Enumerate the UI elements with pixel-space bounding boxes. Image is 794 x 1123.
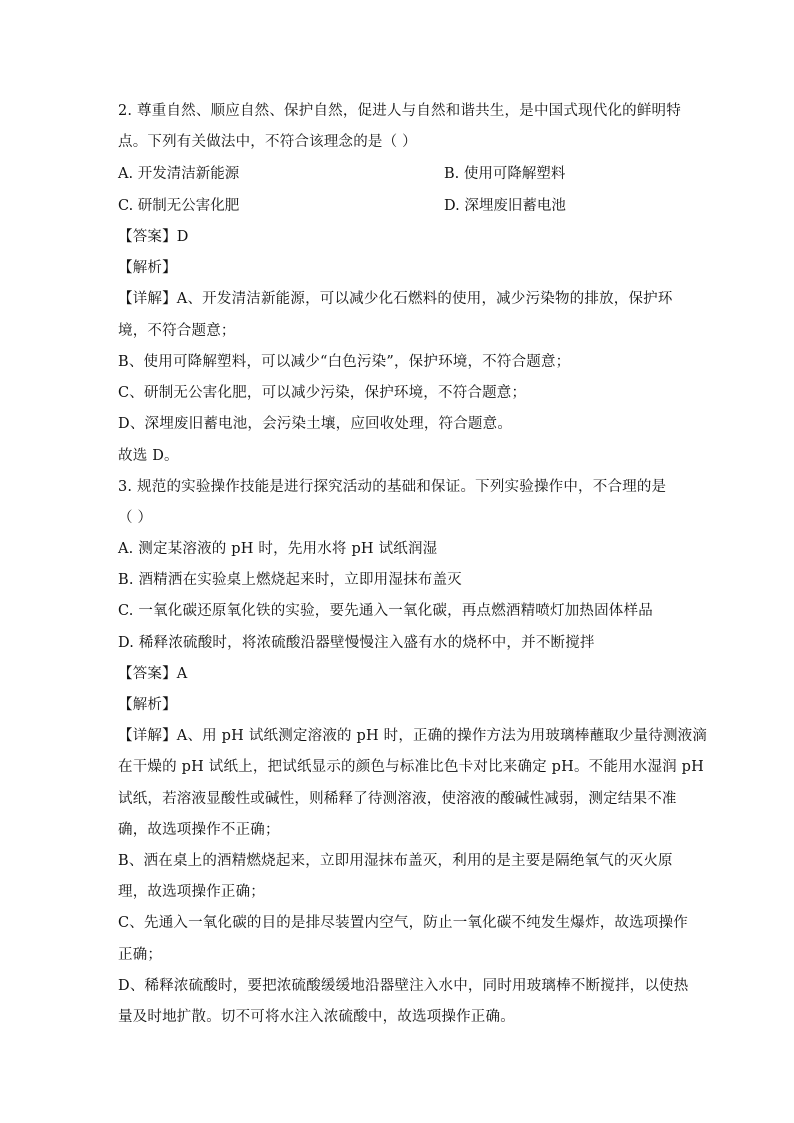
q3-option-d: D. 稀释浓硫酸时，将浓硫酸沿器壁慢慢注入盛有水的烧杯中，并不断搅拌 bbox=[118, 635, 595, 651]
q3-stem-line-2: （ ） bbox=[118, 510, 153, 526]
q3-detail-line-6: 理，故选项操作正确； bbox=[118, 884, 265, 900]
q2-detail-line-4: C、研制无公害化肥，可以减少污染，保护环境，不符合题意； bbox=[118, 385, 527, 401]
q3-analysis-heading: 【解析】 bbox=[118, 697, 177, 713]
q2-detail-line-2: 境，不符合题意； bbox=[118, 323, 236, 339]
q3-detail-line-1: 【详解】A、用 pH 试纸测定溶液的 pH 时，正确的操作方法为用玻璃棒蘸取少量待测液滴 bbox=[118, 728, 708, 744]
q2-option-a: A. 开发清洁新能源 bbox=[118, 166, 240, 182]
q2-stem-line-2: 点。下列有关做法中，不符合该理念的是（ ） bbox=[118, 134, 417, 150]
q2-conclusion: 故选 D。 bbox=[118, 448, 179, 464]
q3-detail-line-5: B、洒在桌上的酒精燃烧起来，立即用湿抹布盖灭，利用的是主要是隔绝氧气的灭火原 bbox=[118, 853, 673, 869]
q2-answer: 【答案】D bbox=[118, 229, 189, 245]
q3-detail-line-8: 正确； bbox=[118, 947, 163, 963]
q3-answer: 【答案】A bbox=[118, 666, 188, 682]
q2-analysis-heading: 【解析】 bbox=[118, 260, 177, 276]
q2-option-d: D. 深埋废旧蓄电池 bbox=[444, 198, 566, 214]
q3-stem-line-1: 3. 规范的实验操作技能是进行探究活动的基础和保证。下列实验操作中，不合理的是 bbox=[118, 479, 667, 495]
q3-detail-line-4: 确，故选项操作不正确； bbox=[118, 822, 280, 838]
q3-detail-line-3: 试纸，若溶液显酸性或碱性，则稀释了待测溶液，使溶液的酸碱性减弱，测定结果不准 bbox=[118, 791, 677, 807]
q3-option-b: B. 酒精洒在实验桌上燃烧起来时，立即用湿抹布盖灭 bbox=[118, 572, 462, 588]
q3-detail-line-2: 在干燥的 pH 试纸上，把试纸显示的颜色与标准比色卡对比来确定 pH。不能用水湿润 pH bbox=[118, 759, 705, 775]
q3-detail-line-9: D、稀释浓硫酸时，要把浓硫酸缓缓地沿器壁注入水中，同时用玻璃棒不断搅拌，以使热 bbox=[118, 978, 689, 994]
q3-option-a: A. 测定某溶液的 pH 时，先用水将 pH 试纸润湿 bbox=[118, 541, 438, 557]
q3-detail-line-10: 量及时地扩散。切不可将水注入浓硫酸中，故选项操作正确。 bbox=[118, 1009, 515, 1025]
q2-detail-line-1: 【详解】A、开发清洁新能源，可以减少化石燃料的使用，减少污染物的排放，保护环 bbox=[118, 291, 673, 307]
q2-detail-line-5: D、深埋废旧蓄电池，会污染土壤，应回收处理，符合题意。 bbox=[118, 416, 513, 432]
q2-detail-line-3: B、使用可降解塑料，可以减少“白色污染”，保护环境，不符合题意； bbox=[118, 354, 571, 370]
q2-option-b: B. 使用可降解塑料 bbox=[444, 166, 566, 182]
q2-stem-line-1: 2. 尊重自然、顺应自然、保护自然，促进人与自然和谐共生，是中国式现代化的鲜明特 bbox=[118, 103, 681, 119]
q3-detail-line-7: C、先通入一氧化碳的目的是排尽装置内空气，防止一氧化碳不纯发生爆炸，故选项操作 bbox=[118, 915, 688, 931]
q2-option-c: C. 研制无公害化肥 bbox=[118, 198, 240, 214]
q3-option-c: C. 一氧化碳还原氧化铁的实验，要先通入一氧化碳，再点燃酒精喷灯加热固体样品 bbox=[118, 603, 653, 619]
